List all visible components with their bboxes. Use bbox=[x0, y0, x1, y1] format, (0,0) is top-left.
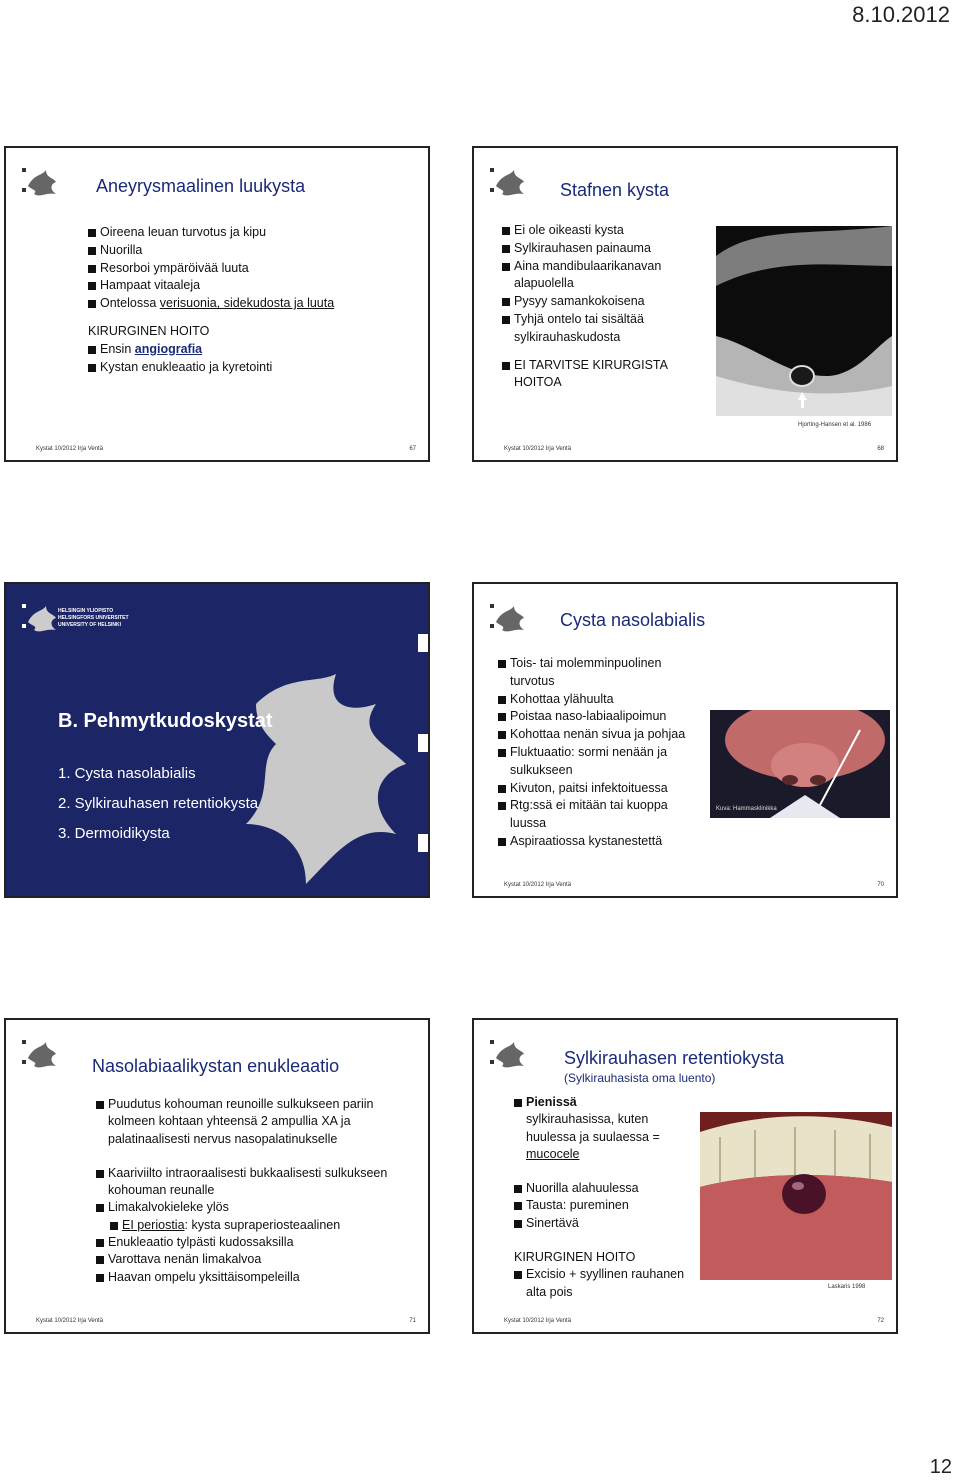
topic-list bbox=[58, 759, 258, 849]
image-caption: Kuva: Hammasklinikka bbox=[716, 806, 777, 812]
page-number: 12 bbox=[929, 1456, 952, 1478]
university-name: HELSINGIN YLIOPISTO HELSINGFORS UNIVERSITET UNIVERSITY OF HELSINKI bbox=[58, 608, 129, 628]
slide-number: 68 bbox=[877, 446, 884, 452]
list-item: Ensin angiografia bbox=[88, 341, 418, 359]
list-item: Ontelossa verisuonia, sidekudosta ja luuta bbox=[88, 295, 418, 313]
list-item: Resorboi ympäröivää luuta bbox=[88, 260, 418, 278]
university-logo-icon bbox=[20, 602, 60, 642]
list-item: Ei ole oikeasti kysta bbox=[502, 222, 712, 240]
image-caption: Laskaris 1998 bbox=[828, 1284, 866, 1290]
image-caption: Hjorting-Hansen et al. 1986 bbox=[798, 422, 872, 428]
university-logo-icon bbox=[488, 1038, 528, 1078]
slide-70 bbox=[472, 582, 898, 898]
university-logo-icon bbox=[488, 602, 528, 642]
slide-number: 71 bbox=[409, 1318, 416, 1324]
list-item: Pienissä sylkirauhasissa, kuten huulessa ja suulaessa = mucocele bbox=[514, 1094, 692, 1163]
list-item: Nuorilla bbox=[88, 242, 418, 260]
link-text[interactable]: verisuonia, sidekudosta ja luuta bbox=[159, 296, 335, 311]
list-item: Kohottaa ylähuulta bbox=[498, 691, 703, 709]
list-item: Oireena leuan turvotus ja kipu bbox=[88, 224, 418, 242]
flame-decoration-icon bbox=[246, 674, 406, 884]
list-item: Hampaat vitaaleja bbox=[88, 277, 418, 295]
slide-title: Cysta nasolabialis bbox=[560, 610, 706, 630]
section-heading: KIRURGINEN HOITO bbox=[88, 323, 210, 338]
section-heading: KIRURGINEN HOITO bbox=[514, 1250, 636, 1265]
slide-heading: B. Pehmytkudoskystat bbox=[58, 710, 273, 732]
slide-72 bbox=[472, 1018, 898, 1334]
list-item: Sylkirauhasen painauma bbox=[502, 240, 712, 258]
bullet-list bbox=[498, 655, 703, 851]
university-logo-icon bbox=[20, 166, 60, 206]
list-item: Kystan enukleaatio ja kyretointi bbox=[88, 359, 418, 377]
slide-number: 70 bbox=[877, 882, 884, 888]
mucocele-photo bbox=[700, 1112, 892, 1280]
slide-67 bbox=[4, 146, 430, 462]
list-item: Aspiraatiossa kystanestettä bbox=[498, 833, 703, 851]
slide-title: Nasolabiaalikystan enukleaatio bbox=[92, 1056, 340, 1076]
slide-footer: Kystat 10/2012 Irja Ventä 70 bbox=[504, 882, 884, 888]
list-item: Kohottaa nenän sivua ja pohjaa bbox=[498, 726, 703, 744]
link-text[interactable]: angiografia bbox=[134, 341, 203, 356]
slide-footer: Kystat 10/2012 Irja Ventä 67 bbox=[36, 446, 416, 452]
list-item: Tyhjä ontelo tai sisältää sylkirauhaskudosta bbox=[502, 311, 712, 347]
slide-number: 67 bbox=[409, 446, 416, 452]
slide-title: Stafnen kysta bbox=[560, 180, 670, 200]
slide-footer: Kystat 10/2012 Irja Ventä 71 bbox=[36, 1318, 416, 1324]
slide-footer: Kystat 10/2012 Irja Ventä 68 bbox=[504, 446, 884, 452]
university-logo-icon bbox=[20, 1038, 60, 1078]
patient-photo bbox=[710, 710, 890, 818]
list-item: EI periostia: kysta supraperiosteaalinen bbox=[96, 1217, 416, 1234]
page-date: 8.10.2012 bbox=[852, 2, 950, 27]
list-item: Tausta: pureminen bbox=[514, 1197, 692, 1214]
list-item: Varottava nenän limakalvoa bbox=[96, 1251, 416, 1268]
list-item: 3. Dermoidikysta bbox=[58, 825, 170, 842]
slide-68 bbox=[472, 146, 898, 462]
slide-title: Aneyrysmaalinen luukysta bbox=[96, 176, 306, 196]
list-item: Enukleaatio tylpästi kudossaksilla bbox=[96, 1234, 416, 1251]
list-item: 2. Sylkirauhasen retentiokysta bbox=[58, 795, 259, 812]
link-text[interactable]: EI periostia bbox=[122, 1217, 185, 1232]
slide-69 bbox=[4, 582, 430, 898]
university-logo-icon bbox=[488, 166, 528, 206]
bullet-list bbox=[502, 222, 712, 392]
list-item: Puudutus kohouman reunoille sulkukseen pariin kolmeen kohtaan yhteensä 2 ampullia XA ja palatinaalisesti nervus nasopalatinukselle bbox=[96, 1096, 416, 1148]
bullet-list bbox=[514, 1094, 692, 1301]
list-item: Rtg:ssä ei mitään tai kuoppa luussa bbox=[498, 797, 703, 833]
list-item: Sinertävä bbox=[514, 1215, 692, 1232]
slide-number: 72 bbox=[877, 1318, 884, 1324]
slide-71 bbox=[4, 1018, 430, 1334]
list-item: Excisio + syyllinen rauhanen alta pois bbox=[514, 1266, 692, 1301]
list-item: EI TARVITSE KIRURGISTA HOITOA bbox=[502, 357, 712, 393]
slide-footer: Kystat 10/2012 Irja Ventä 72 bbox=[504, 1318, 884, 1324]
bullet-list bbox=[88, 224, 418, 376]
list-item: Fluktuaatio: sormi nenään ja sulkukseen bbox=[498, 744, 703, 780]
list-item: Kaariviilto intraoraalisesti bukkaalisesti sulkukseen kohouman reunalle bbox=[96, 1165, 416, 1200]
list-item: Limakalvokieleke ylös bbox=[96, 1199, 416, 1216]
side-bar-decoration bbox=[418, 634, 428, 854]
list-item: Poistaa naso-labiaalipoimun bbox=[498, 708, 703, 726]
bullet-list bbox=[96, 1096, 416, 1286]
list-item: Haavan ompelu yksittäisompeleilla bbox=[96, 1269, 416, 1286]
list-item: Aina mandibulaarikanavan alapuolella bbox=[502, 258, 712, 294]
xray-image bbox=[716, 226, 892, 416]
list-item: Nuorilla alahuulessa bbox=[514, 1180, 692, 1197]
slide-subtitle: (Sylkirauhasista oma luento) bbox=[564, 1071, 716, 1085]
list-item: Pysyy samankokoisena bbox=[502, 293, 712, 311]
link-text[interactable]: mucocele bbox=[526, 1146, 580, 1161]
list-item: 1. Cysta nasolabialis bbox=[58, 765, 196, 782]
list-item: Tois- tai molemminpuolinen turvotus bbox=[498, 655, 703, 691]
slide-title: Sylkirauhasen retentiokysta bbox=[564, 1048, 785, 1068]
list-item: Kivuton, paitsi infektoituessa bbox=[498, 780, 703, 798]
